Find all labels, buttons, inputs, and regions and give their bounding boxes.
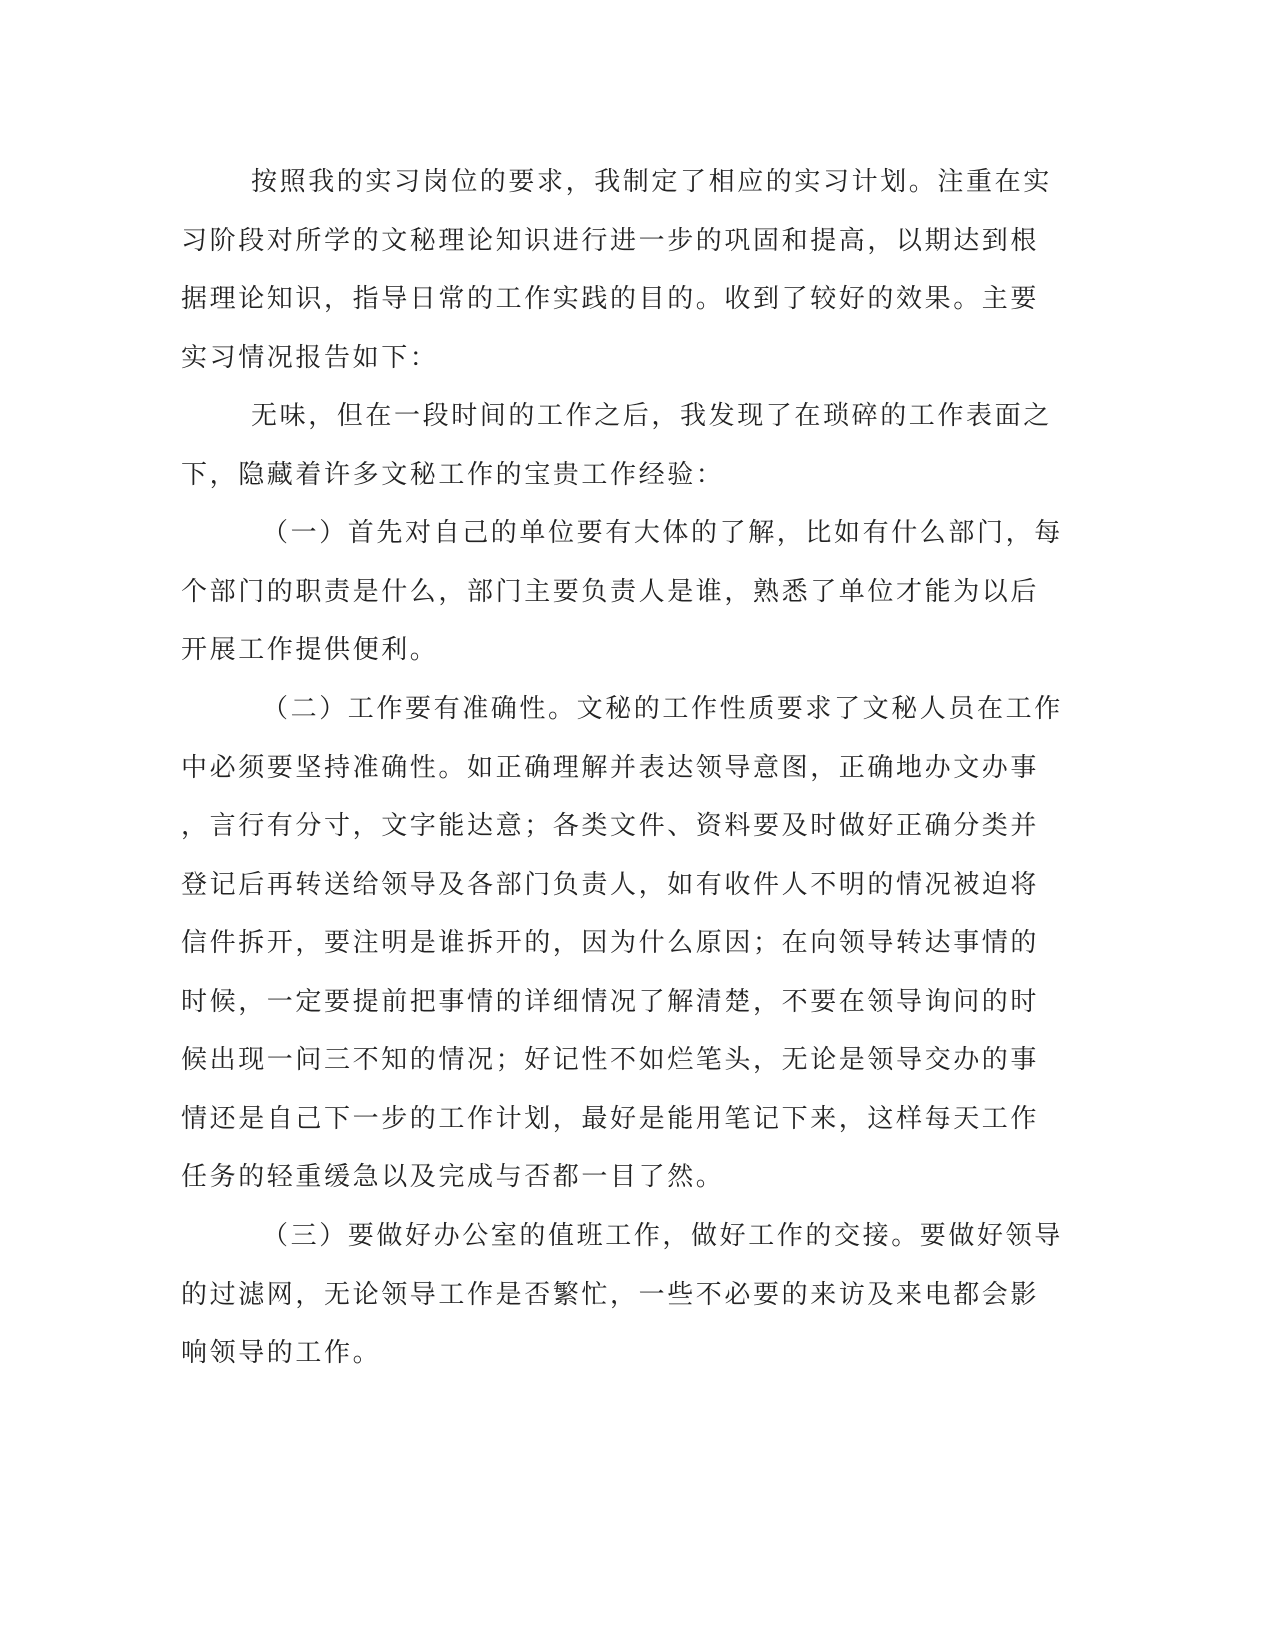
- paragraph-4-line-2: 中必须要坚持准确性。如正确理解并表达领导意图，正确地办文办事: [181, 753, 1040, 783]
- paragraph-5-line-2: 的过滤网，无论领导工作是否繁忙，一些不必要的来访及来电都会影: [181, 1280, 1040, 1310]
- paragraph-3-line-2: 个部门的职责是什么，部门主要负责人是谁，熟悉了单位才能为以后: [181, 577, 1040, 607]
- paragraph-5-line-1: （三）要做好办公室的值班工作，做好工作的交接。要做好领导: [262, 1221, 1063, 1251]
- paragraph-4-line-8: 情还是自己下一步的工作计划，最好是能用笔记下来，这样每天工作: [181, 1104, 1040, 1134]
- paragraph-1-line-3: 据理论知识，指导日常的工作实践的目的。收到了较好的效果。主要: [181, 284, 1040, 314]
- paragraph-5-line-3: 响领导的工作。: [181, 1338, 382, 1368]
- paragraph-3-line-3: 开展工作提供便利。: [181, 635, 439, 665]
- paragraph-2-line-1: 无味，但在一段时间的工作之后，我发现了在琐碎的工作表面之: [251, 401, 1052, 431]
- paragraph-1-line-2: 习阶段对所学的文秘理论知识进行进一步的巩固和提高，以期达到根: [181, 226, 1040, 256]
- paragraph-4-line-1: （二）工作要有准确性。文秘的工作性质要求了文秘人员在工作: [262, 694, 1063, 724]
- paragraph-4-line-3: ，言行有分寸，文字能达意；各类文件、资料要及时做好正确分类并: [181, 811, 1040, 841]
- paragraph-3-line-1: （一）首先对自己的单位要有大体的了解，比如有什么部门，每: [262, 518, 1063, 548]
- paragraph-2-line-2: 下，隐藏着许多文秘工作的宝贵工作经验：: [181, 460, 725, 490]
- paragraph-1-line-1: 按照我的实习岗位的要求，我制定了相应的实习计划。注重在实: [251, 167, 1052, 197]
- paragraph-4-line-9: 任务的轻重缓急以及完成与否都一目了然。: [181, 1162, 725, 1192]
- paragraph-1-line-4: 实习情况报告如下：: [181, 343, 439, 373]
- paragraph-4-line-6: 时候，一定要提前把事情的详细情况了解清楚，不要在领导询问的时: [181, 987, 1040, 1017]
- paragraph-4-line-4: 登记后再转送给领导及各部门负责人，如有收件人不明的情况被迫将: [181, 870, 1040, 900]
- paragraph-4-line-5: 信件拆开，要注明是谁拆开的，因为什么原因；在向领导转达事情的: [181, 928, 1040, 958]
- paragraph-4-line-7: 候出现一问三不知的情况；好记性不如烂笔头，无论是领导交办的事: [181, 1045, 1040, 1075]
